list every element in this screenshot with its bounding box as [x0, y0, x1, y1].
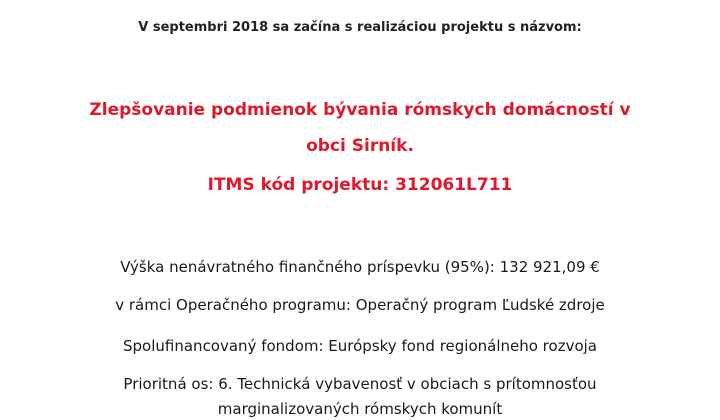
operational-program: v rámci Operačného programu: Operačný program Ľudské zdroje — [115, 296, 605, 314]
intro-text: V septembri 2018 sa začína s realizáciou projektu s názvom: — [138, 20, 582, 35]
cofinanced-fund: Spolufinancovaný fondom: Európsky fond regionálneho rozvoja — [123, 337, 597, 355]
project-title-line-1: Zlepšovanie podmienok bývania rómskych domácností v — [89, 100, 631, 120]
project-title-line-2: obci Sirník. — [306, 136, 414, 156]
priority-axis-line-2: marginalizovaných rómskych komunít — [217, 400, 503, 418]
itms-code: ITMS kód projektu: 312061L711 — [207, 175, 513, 195]
priority-axis-line-1: Prioritná os: 6. Technická vybavenosť v obciach s prítomnosťou — [123, 375, 597, 393]
grant-amount: Výška nenávratného finančného príspevku (95%): 132 921,09 € — [120, 258, 600, 276]
cut-off-header-line — [0, 0, 720, 4]
